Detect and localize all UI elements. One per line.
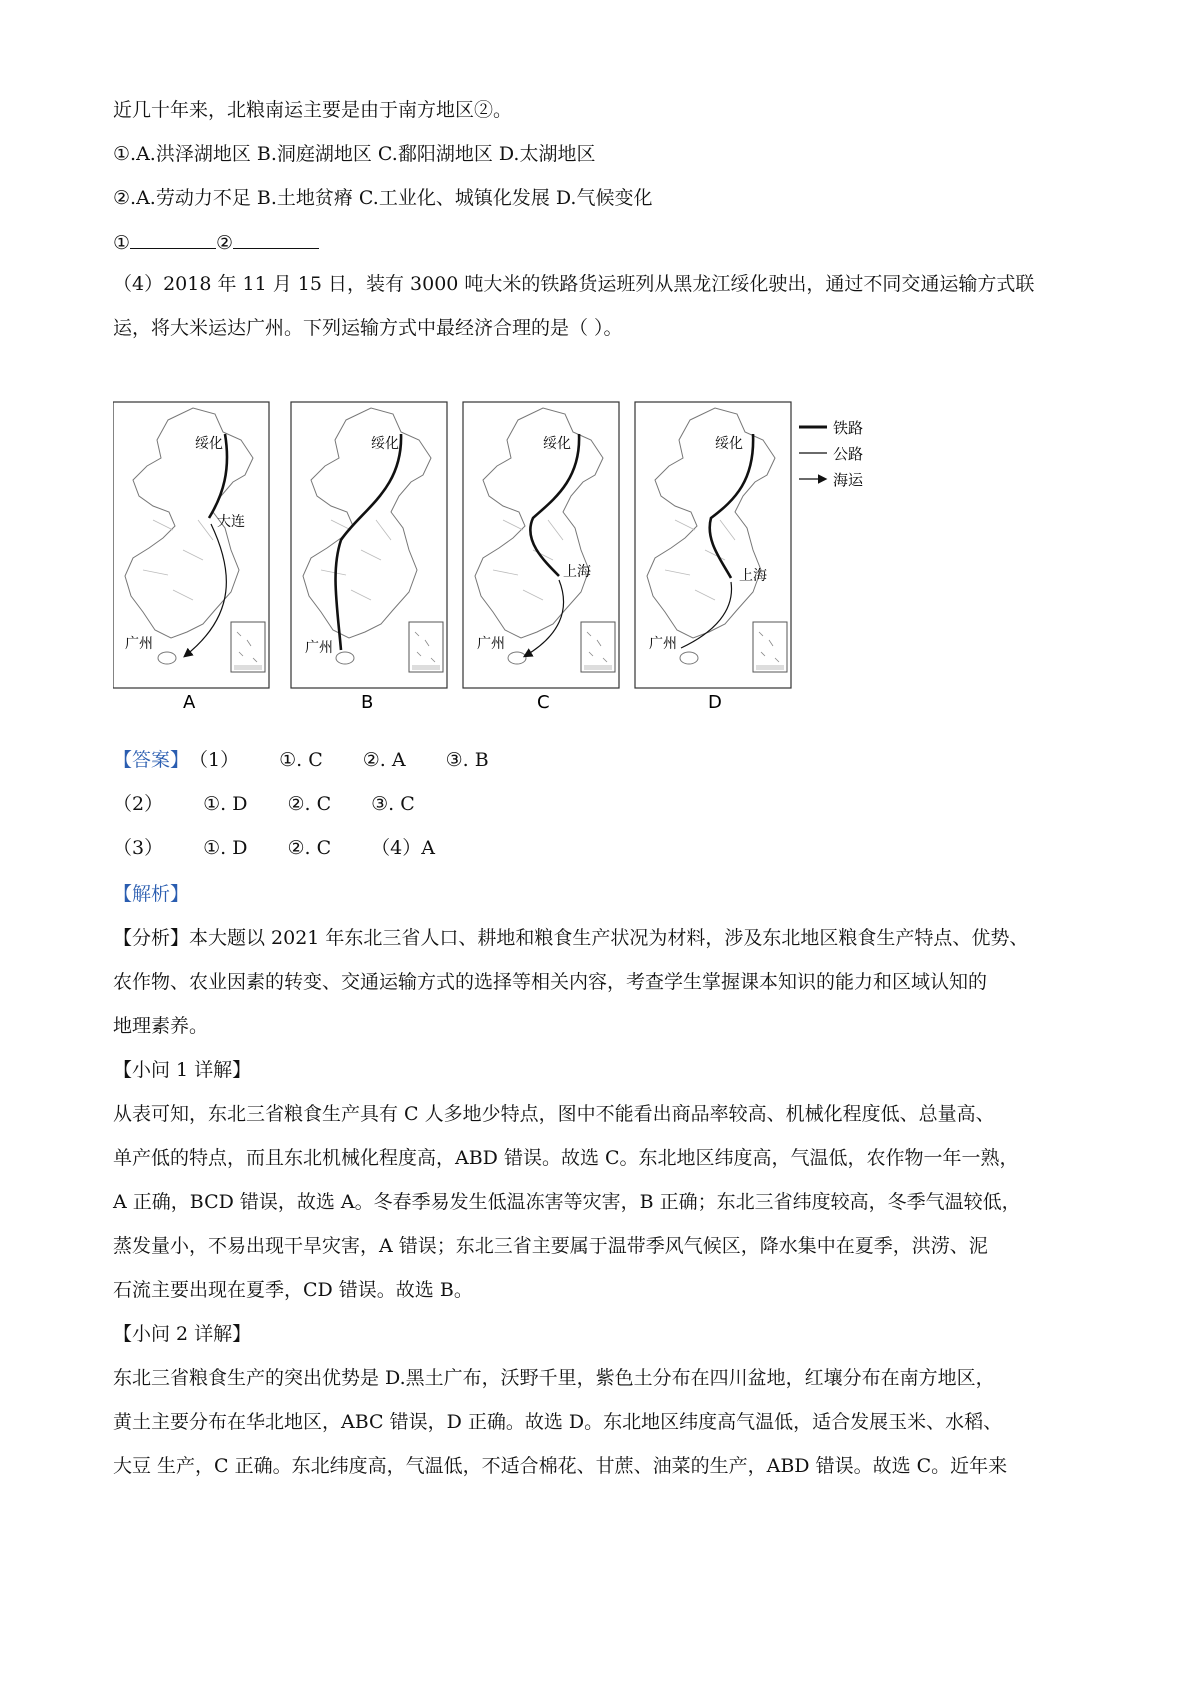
q1-paragraph: 单产低的特点，而且东北机械化程度高，ABD 错误。故选 C。东北地区纬度高，气温低，农作物一年一熟，: [113, 1147, 1019, 1169]
legend-railway: 铁路: [833, 419, 864, 437]
q1-paragraph: A 正确，BCD 错误，故选 A。冬春季易发生低温冻害等灾害，B 正确；东北三省纬度较高，冬季气温较低，: [113, 1191, 1021, 1213]
map-panel-d: [635, 402, 791, 688]
answer-item: ②. A: [362, 749, 406, 771]
answer-item: ①. D: [203, 793, 248, 815]
q2-paragraph: 大豆 生产，C 正确。东北纬度高，气温低，不适合棉花、甘蔗、油菜的生产，ABD 错误。故选 C。近年来: [113, 1455, 1008, 1477]
answer-row-2: [113, 790, 415, 818]
analysis-tag: 【解析】: [113, 883, 190, 905]
question-4-line-1: （4）2018 年 11 月 15 日，装有 3000 吨大米的铁路货运班列从黑龙江绥化驶出，通过不同交通运输方式联: [113, 273, 1035, 295]
city-label: 上海: [563, 564, 591, 580]
analysis-paragraph: 地理素养。: [113, 1015, 209, 1037]
city-label: 广州: [477, 636, 505, 652]
blank-label-1: ①: [113, 232, 131, 254]
answer-item: ③. B: [445, 749, 489, 771]
q2-heading: 【小问 2 详解】: [113, 1323, 252, 1345]
question-4-line-2: 运，将大米运达广州。下列运输方式中最经济合理的是（ ）。: [113, 317, 623, 339]
city-label: 广州: [305, 640, 333, 656]
q2-paragraph: 黄土主要分布在华北地区，ABC 错误，D 正确。故选 D。东北地区纬度高气温低，适合发展玉米、水稻、: [113, 1411, 1003, 1433]
answer-item: ③. C: [371, 793, 415, 815]
answer-item: ①. D: [203, 837, 248, 859]
city-label: 广州: [125, 636, 153, 652]
question-line: 近几十年来，北粮南运主要是由于南方地区②。: [113, 99, 513, 121]
q1-paragraph: 石流主要出现在夏季，CD 错误。故选 B。: [113, 1279, 473, 1301]
map-panel-c: [463, 402, 619, 688]
city-label: 绥化: [543, 436, 571, 452]
answer-item: ②. C: [287, 793, 332, 815]
legend-sea: 海运: [833, 471, 864, 489]
city-label: 绥化: [371, 436, 399, 452]
analysis-paragraph: 农作物、农业因素的转变、交通运输方式的选择等相关内容，考查学生掌握课本知识的能力和区域认知的: [113, 971, 988, 993]
answer-row-1: [113, 746, 489, 774]
panel-letter-b: B: [361, 692, 374, 713]
panel-letter-c: C: [537, 692, 550, 713]
panel-letter-d: D: [708, 692, 722, 713]
answer-item: （2）: [113, 793, 164, 815]
answer-item: （4）A: [371, 837, 435, 859]
answer-row-3: [113, 834, 435, 862]
answer-item: ②. C: [287, 837, 332, 859]
answer-blank-1[interactable]: [130, 228, 216, 249]
answer-blank-2[interactable]: [233, 228, 319, 249]
blank-line: [113, 228, 319, 257]
blank-label-2: ②: [216, 232, 234, 254]
answer-item: （1）: [189, 749, 240, 771]
map-panel-b: [291, 402, 447, 688]
transport-maps-figure: [113, 400, 963, 740]
q1-heading: 【小问 1 详解】: [113, 1059, 252, 1081]
city-label: 绥化: [715, 436, 743, 452]
city-label: 上海: [739, 568, 767, 584]
city-label: 大连: [217, 514, 245, 530]
legend-road: 公路: [833, 445, 864, 463]
analysis-paragraph: 【分析】本大题以 2021 年东北三省人口、耕地和粮食生产状况为材料，涉及东北地区粮食生产特点、优势、: [113, 927, 1029, 949]
city-label: 绥化: [195, 436, 223, 452]
answer-item: ①. C: [279, 749, 323, 771]
q2-paragraph: 东北三省粮食生产的突出优势是 D.黑土广布，沃野千里，紫色土分布在四川盆地，红壤分布在南方地区，: [113, 1367, 995, 1389]
panel-letter-a: A: [183, 692, 196, 713]
city-label: 广州: [649, 636, 677, 652]
answer-tag: 【答案】: [113, 749, 190, 771]
q1-paragraph: 从表可知，东北三省粮食生产具有 C 人多地少特点，图中不能看出商品率较高、机械化程度低、总量高、: [113, 1103, 995, 1125]
q1-paragraph: 蒸发量小，不易出现干旱灾害，A 错误；东北三省主要属于温带季风气候区，降水集中在夏季，洪涝、泥: [113, 1235, 988, 1257]
option-line-2: ②.A.劳动力不足 B.土地贫瘠 C.工业化、城镇化发展 D.气候变化: [113, 187, 653, 209]
map-panel-a: [113, 402, 269, 688]
option-line-1: ①.A.洪泽湖地区 B.洞庭湖地区 C.鄱阳湖地区 D.太湖地区: [113, 143, 596, 165]
answer-item: （3）: [113, 837, 164, 859]
map-legend: [799, 419, 864, 489]
